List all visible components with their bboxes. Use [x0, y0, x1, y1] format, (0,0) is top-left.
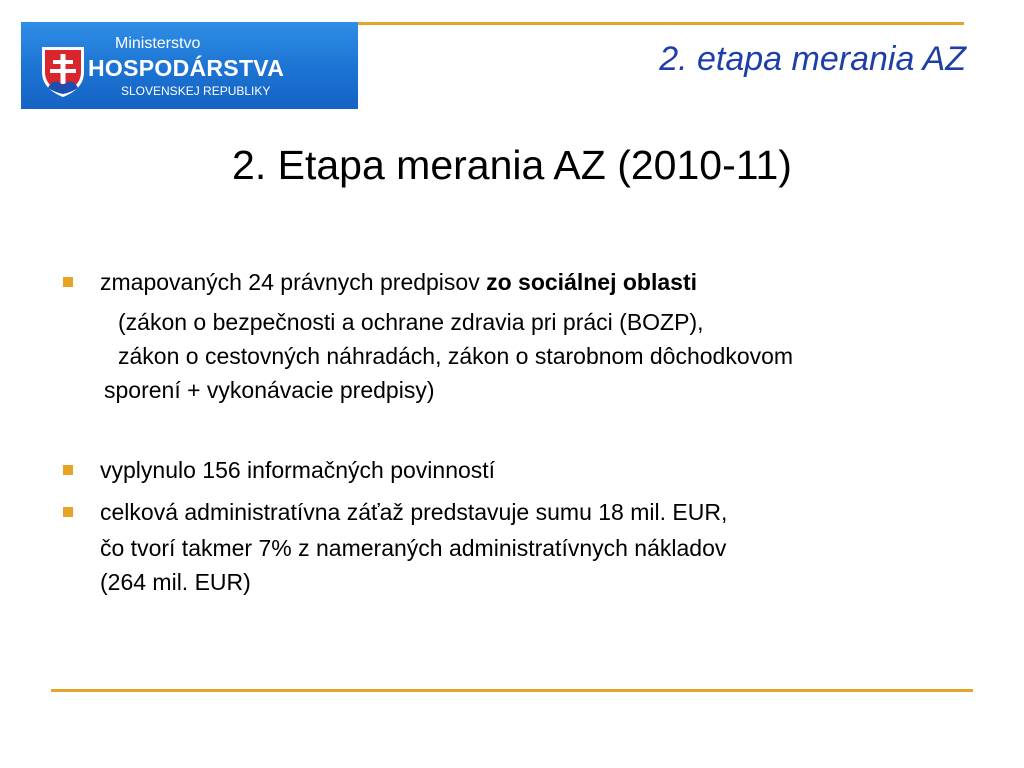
bullet-1-emphasis: zo sociálnej oblasti	[486, 269, 697, 295]
ministry-logo	[21, 22, 358, 109]
logo-line-republiky: SLOVENSKEJ REPUBLIKY	[121, 84, 271, 98]
bullet-1-line-3: zákon o cestovných náhradách, zákon o starobnom dôchodkovom	[118, 343, 794, 369]
logo-line-ministerstvo: Ministerstvo	[115, 35, 201, 52]
logo-line-hospodarstva: HOSPODÁRSTVA	[88, 55, 285, 81]
slovak-coat-of-arms-icon	[39, 44, 87, 98]
bullet-1-line-2: (zákon o bezpečnosti a ochrane zdravia pri práci (BOZP),	[118, 309, 704, 335]
bottom-divider	[51, 689, 973, 692]
slide-title: 2. Etapa merania AZ (2010-11)	[232, 142, 792, 188]
bullet-3-line-3: (264 mil. EUR)	[100, 569, 251, 595]
bullet-marker	[63, 465, 73, 475]
top-divider	[358, 22, 964, 25]
bullet-marker	[63, 277, 73, 287]
bullet-3-line-1: celková administratívna záťaž predstavuje sumu 18 mil. EUR,	[100, 499, 728, 525]
bullet-1-line-1	[100, 268, 697, 296]
bullet-3-line-2: čo tvorí takmer 7% z nameraných administratívnych nákladov	[100, 535, 727, 561]
bullet-1-line-4: sporení + vykonávacie predpisy)	[104, 377, 435, 403]
bullet-2-line-1: vyplynulo 156 informačných povinností	[100, 457, 496, 483]
bullet-marker	[63, 507, 73, 517]
header-title: 2. etapa merania AZ	[659, 40, 966, 78]
bullet-1-text: zmapovaných 24 právnych predpisov	[100, 269, 487, 295]
